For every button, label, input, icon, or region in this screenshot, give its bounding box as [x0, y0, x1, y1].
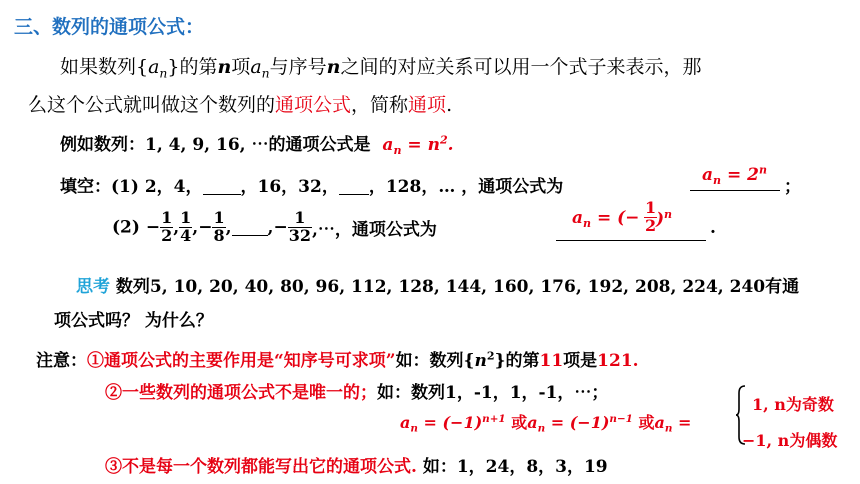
example-formula: $a_n = n^2$. — [382, 133, 454, 157]
think-label: 思考 — [76, 277, 110, 297]
intro-line-1: 如果数列$\{a_n\}$的第n项$a_n$与序号n之间的对应关系可以用一个式子来表示，那 — [60, 56, 702, 81]
fraction-2: $\frac{1}{4}$ — [180, 208, 192, 245]
answer-1: $a_n = 2^n$ — [690, 163, 780, 191]
fraction-1: $\frac{1}{2}$ — [161, 208, 173, 245]
fill-line-1: 填空：(1) 2，4， ，16，32， ，128，… ，通项公式为 — [60, 177, 564, 197]
example-line: 例如数列：1, 4, 9, 16, ⋯的通项公式是 $a_n = n^2$. — [60, 133, 454, 157]
think-line-2: 项公式吗？ 为什么？ — [54, 311, 213, 331]
fraction-3: $\frac{1}{8}$ — [213, 208, 225, 245]
fill-line-2: (2) − $\frac{1}{2}$ , $\frac{1}{4}$ ,− $\frac{1}{8}$ , ,− $\frac{1}{32}$ ,⋯，通项公式为 — [112, 208, 437, 245]
term-general-term: 通项 — [408, 94, 447, 116]
note-3: ③不是每一个数列都能写出它的通项公式. 如：1，24，8，3，19 — [105, 457, 608, 477]
answer-2: $a_n$ = (− $\frac{1}{2}$ )$^n$ — [556, 204, 706, 241]
fraction-4: $\frac{1}{32}$ — [288, 208, 311, 245]
think-line-1: 思考 数列5, 10, 20, 40, 80, 96, 112, 128, 144, 160, 176, 192, 208, 224, 240有通 — [76, 277, 800, 297]
blank-1 — [203, 177, 241, 195]
term-general-formula: 通项公式 — [275, 94, 352, 116]
blank-2 — [339, 177, 369, 195]
case-odd: 1, n为奇数 — [752, 395, 834, 414]
note-2: ②一些数列的通项公式不是唯一的；如：数列1，-1，1，-1，⋯； — [105, 383, 609, 403]
period: . — [710, 218, 716, 238]
blank-3 — [232, 218, 268, 236]
section-title: 三、数列的通项公式： — [14, 16, 205, 38]
semicolon: ； — [784, 177, 801, 197]
note-2-formulas: $a_n = (-1)^{n+1}$ 或$a_n = (-1)^{n-1}$ 或$a_n$ = — [400, 412, 692, 435]
case-even: −1, n为偶数 — [742, 431, 838, 450]
note-1: 注意：①通项公式的主要作用是“知序号可求项”如：数列$\{n^2\}$的第11项是121. — [36, 349, 639, 371]
intro-line-2: 么这个公式就叫做这个数列的通项公式，简称通项. — [28, 94, 453, 116]
